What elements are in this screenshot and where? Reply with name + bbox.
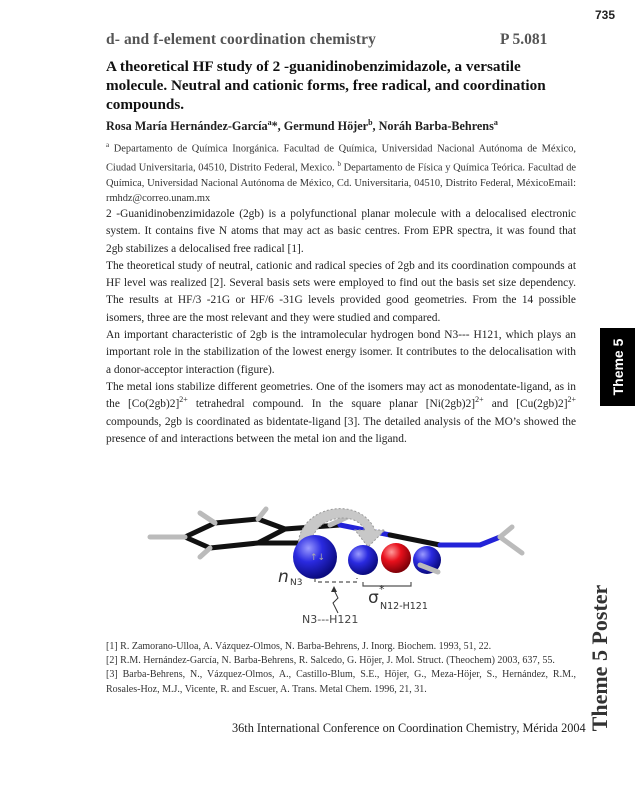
paragraph [106,379,576,448]
n-label: n [278,567,289,587]
charge-sup: 2+ [475,395,484,405]
hydrogen-bonds [150,509,266,557]
section-title: d- and f-element coordination chemistry [106,31,376,48]
paragraph: The theoretical study of neutral, cationic and radical species of 2gb and its coordination compounds at HF level was realized [2]. Several basis sets were employed to find out the basis set size dependency. The results at HF/3 -21G or HF/6 -31G levels provided good geometries. From the 14 possible isomers, three are the most relevant and they were studied and compared. [106,259,576,324]
hbond-pointer-arrow [333,590,338,613]
theme-tab [600,328,635,406]
reference: [3] Barba-Behrens, N., Vázquez-Olmos, A., Castillo-Blum, S.E., Höjer, G., Meza-Höjer, S., Hernández, R.M., Rosales-Hoz, M.J., Vicente, R. and Escuer, A. Trans. Metal Chem. 1996, 21, 31. [106,669,576,695]
author-list [106,118,586,134]
author-separator: , [372,119,379,134]
n-subscript: N3 [290,578,303,588]
spin-label: ↑↓ [310,553,326,563]
author-name: Rosa María Hernández-García [106,119,268,134]
molecule-figure [130,485,530,630]
theme-tab-label: Theme 5 [609,338,626,396]
charge-sup: 2+ [179,395,188,405]
theme-poster-text: Theme 5 Poster [587,584,612,732]
text-run: compounds, 2gb is coordinated as bidentate-ligand [3]. The detailed analysis of the MO’s showed the presence of and interactions between the metal ion and the ligand. [106,415,576,445]
hbond-bracket [315,578,357,582]
paper-title: A theoretical HF study of 2 -guanidinobenzimidazole, a versatile molecule. Neutral and cationic forms, free radical, and coordination compounds. [106,58,546,113]
affil-b: Departamento de Física y Química Teórica. Facultad de Química, Universidad Nacional Autónoma de México, Cd. Universitaria, 04510, Distrito Federal, MéxicoEmail: rmhdz@correo.unam.mx [106,162,577,204]
author-affil-mark: b [368,118,373,127]
author-separator: *, [271,119,284,134]
text-run: and [Cu(2gb)2] [483,398,568,411]
paragraph: An important characteristic of 2gb is the intramolecular hydrogen bond N3--- H121, which plays an important role in the stabilization of the lowest energy isomer. It contributes to the delocalisation with a donor-acceptor interaction (figure). [106,329,576,376]
sigma-bracket [363,582,411,586]
author-affil-mark: a [267,118,272,127]
author-affil-mark: a [493,118,498,127]
reference: [1] R. Zamorano-Ulloa, A. Vázquez-Olmos, N. Barba-Behrens, J. Inorg. Biochem. 1993, 51, 22. [106,641,492,652]
theme-poster-label [585,578,615,738]
sigma-star-lobe-n [348,545,378,575]
abstract-body [106,206,576,448]
affiliations [106,138,576,206]
author-name: Germund Höjer [283,119,369,134]
poster-code: P 5.081 [500,31,548,48]
molecule-diagram [130,485,530,630]
sigma-label: σ [368,588,379,608]
charge-sup: 2+ [567,395,577,405]
references [106,640,576,697]
reference: [2] R.M. Hernández-García, N. Barba-Behrens, R. Salcedo, G. Höjer, J. Mol. Struct. (Theochem) 2003, 637, 55. [106,655,555,667]
hbond-label: N3---H121 [302,613,359,626]
page-number: 735 [594,8,615,22]
sigma-subscript: N12-H121 [380,601,428,612]
text-run: The metal ions stabilize different geometries. One of the isomers may act as monodentate-ligand, as in the [Co(2gb)2] [106,380,576,411]
paragraph: 2 -Guanidinobenzimidazole (2gb) is a polyfunctional planar molecule with a delocalised electronic system. It contains five N atoms that may act as basic centres. From EPR spectra, it was found that 2gb stabilizes a delocalised free radical [1]. [106,208,576,255]
affil-mark: a [106,141,110,149]
affil-mark: b [337,159,341,168]
affil-a: Departamento de Química Inorgánica. Facultad de Química, Universidad Nacional Autónoma de México, Ciudad Universitaria, 04510, Distrito Federal, Mexico. [106,143,576,174]
text-run: tetrahedral compound. In the square planar [Ni(2gb)2] [187,398,476,411]
sigma-star-lobe-o [381,543,411,573]
author-name: Noráh Barba-Behrens [378,119,494,134]
sigma-star: * [379,583,385,596]
conference-footer: 36th International Conference on Coordination Chemistry, Mérida 2004 [232,721,586,735]
